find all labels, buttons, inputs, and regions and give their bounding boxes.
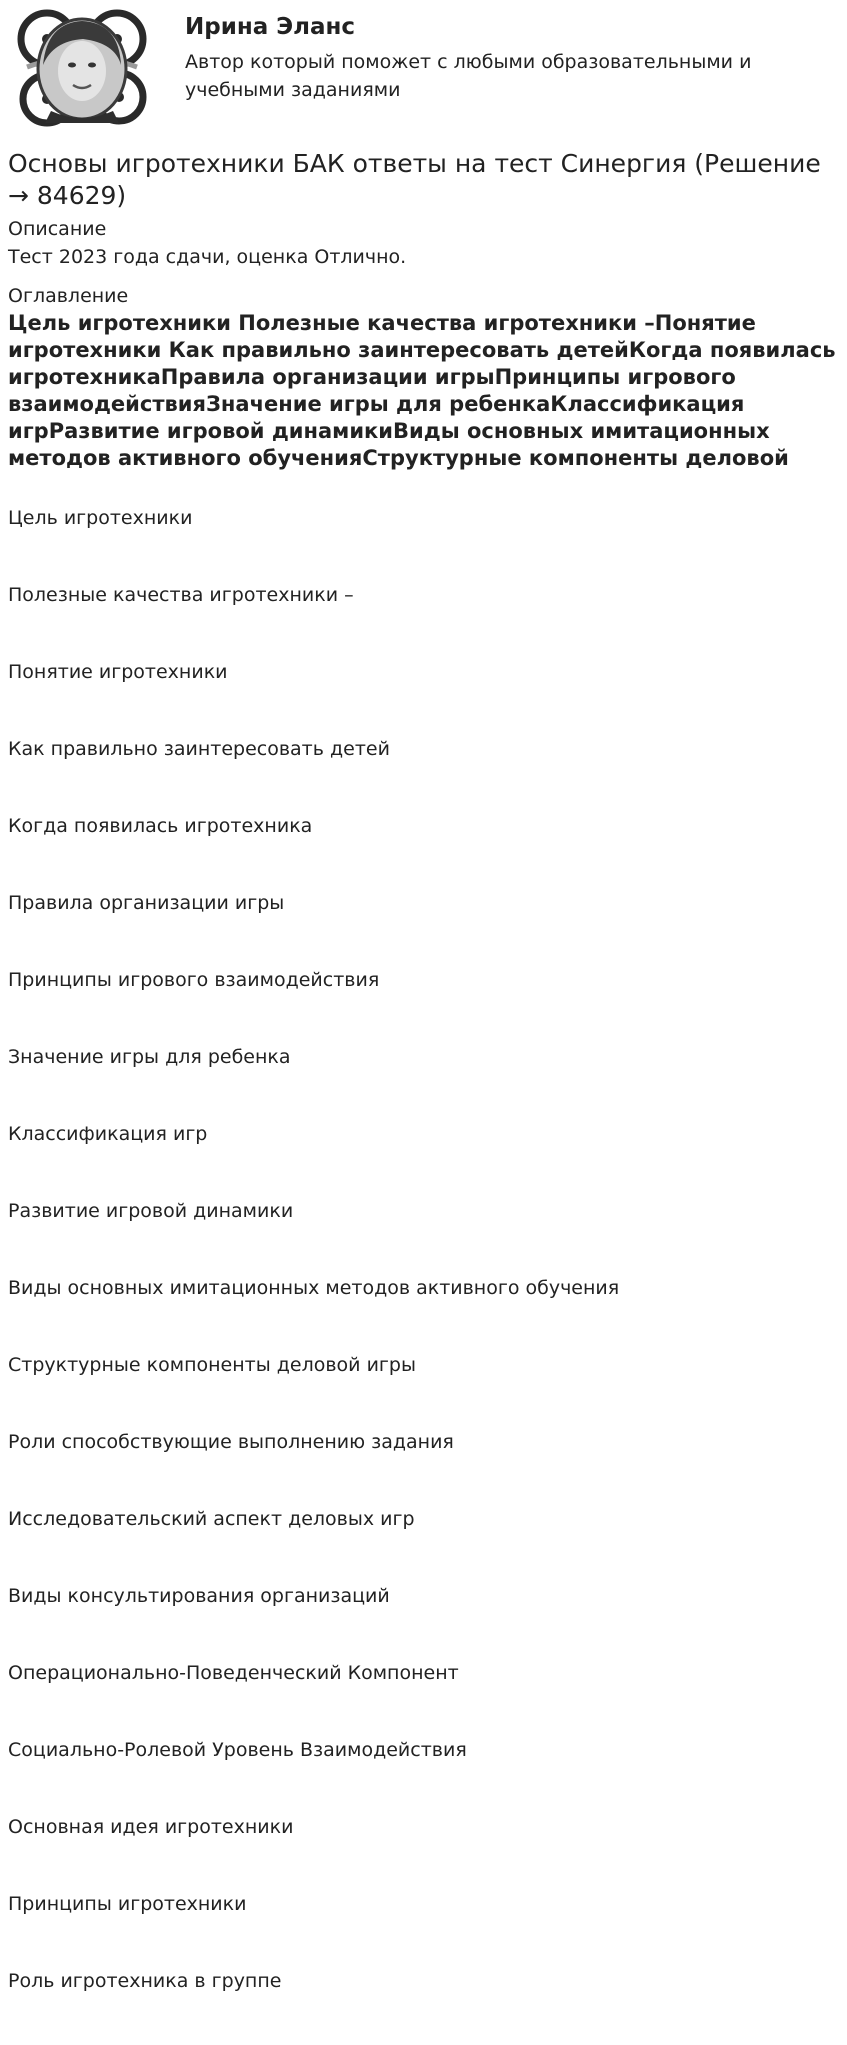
description-text: Тест 2023 года сдачи, оценка Отлично. xyxy=(8,246,407,268)
description-label: Описание xyxy=(8,218,107,240)
author-name[interactable]: Ирина Эланс xyxy=(185,14,356,40)
toc-item[interactable]: Когда появилась игротехника xyxy=(8,815,313,837)
author-description: Автор который поможет с любыми образовательными и учебными заданиями xyxy=(185,51,752,101)
toc-item[interactable]: Основная идея игротехники xyxy=(8,1816,294,1838)
toc-item[interactable]: Виды консультирования организаций xyxy=(8,1585,390,1607)
toc-item[interactable]: Как правильно заинтересовать детей xyxy=(8,738,390,760)
toc-item[interactable]: Роли способствующие выполнению задания xyxy=(8,1431,454,1453)
toc-item[interactable]: Цель игротехники xyxy=(8,507,193,529)
toc-label: Оглавление xyxy=(8,285,129,307)
toc-item[interactable]: Значение игры для ребенка xyxy=(8,1046,291,1068)
page-title: Основы игротехники БАК ответы на тест Синергия (Решение → 84629) xyxy=(8,149,821,210)
toc-item[interactable]: Понятие игротехники xyxy=(8,661,228,683)
toc-item[interactable]: Исследовательский аспект деловых игр xyxy=(8,1508,415,1530)
toc-item[interactable]: Принципы игрового взаимодействия xyxy=(8,969,380,991)
toc-item[interactable]: Роль игротехника в группе xyxy=(8,1970,282,1992)
toc-heading: Цель игротехники Полезные качества игротехники –Понятие игротехники Как правильно заинтересовать детейКогда появилась игротехникаПравила организации игрыПринципы игрового взаимодействияЗначение игры для ребенкаКлассификация игрРазвитие игровой динамикиВиды основных имитационных методов активного обученияСтруктурные компоненты деловой xyxy=(8,311,836,470)
toc-list xyxy=(8,505,619,2045)
toc-item[interactable]: Социально-Ролевой Уровень Взаимодействия xyxy=(8,1739,467,1761)
author-avatar xyxy=(7,7,157,127)
toc-item[interactable]: Правила организации игры xyxy=(8,892,285,914)
toc-item[interactable]: Полезные качества игротехники – xyxy=(8,584,354,606)
toc-item[interactable]: Принципы игротехники xyxy=(8,1893,247,1915)
toc-item[interactable]: Классификация игр xyxy=(8,1123,208,1145)
toc-item[interactable]: Развитие игровой динамики xyxy=(8,1200,294,1222)
toc-item[interactable]: Операционально-Поведенческий Компонент xyxy=(8,1662,459,1684)
toc-item[interactable]: Виды основных имитационных методов активного обучения xyxy=(8,1277,620,1299)
toc-item[interactable]: Структурные компоненты деловой игры xyxy=(8,1354,416,1376)
author-card xyxy=(0,0,847,130)
